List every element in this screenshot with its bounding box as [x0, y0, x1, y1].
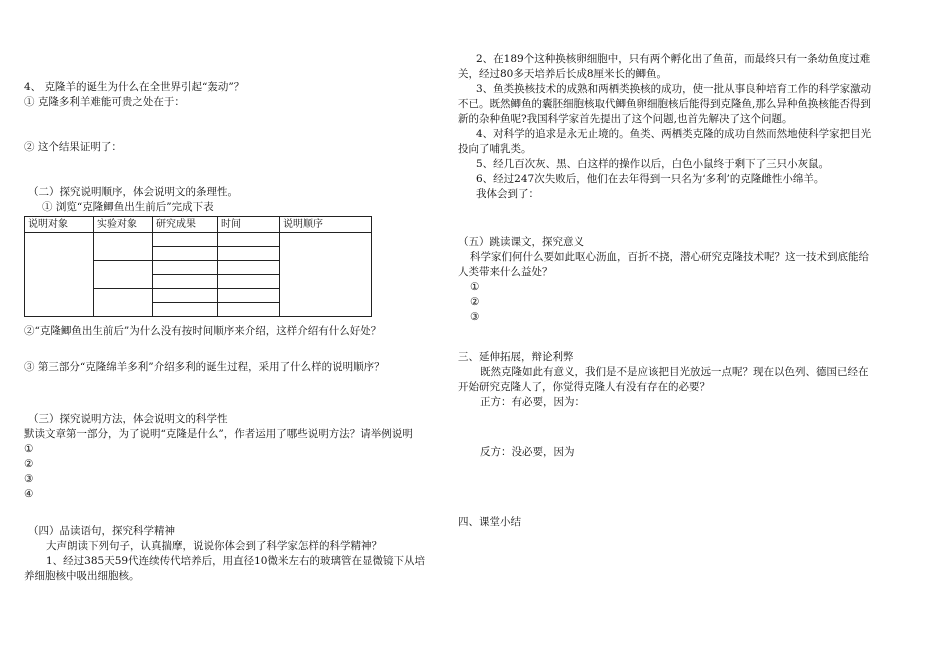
section-4-text: 大声朗读下列句子，认真揣摩，说说你体会到了科学家怎样的科学精神？ — [46, 540, 382, 552]
table-cell[interactable] — [94, 233, 153, 261]
section-3-item: ③ — [24, 473, 34, 485]
table-cell[interactable] — [218, 247, 280, 261]
table-cell[interactable] — [153, 261, 218, 275]
table-cell[interactable] — [153, 275, 218, 289]
section-3-text: 默读文章第一部分，为了说明“克隆是什么”，作者运用了哪些说明方法？请举例说明 — [24, 428, 413, 440]
sentence-6: 6、经过247次失败后，他们在去年得到一只名为‘多利’的克隆雌性小绵羊。 — [476, 173, 825, 185]
section-5-title: （五）跳读课文，探究意义 — [458, 236, 584, 248]
section-3-title: （三）探究说明方法，体会说明文的科学性 — [28, 413, 228, 425]
q4-question-1: ① 克隆多利羊难能可贵之处在于： — [24, 96, 185, 108]
col-header-object: 说明对象 — [25, 217, 94, 233]
left-column — [24, 80, 434, 584]
learned-label: 我体会到了： — [476, 188, 539, 200]
col-header-experiment: 实验对象 — [94, 217, 153, 233]
sequence-table — [24, 216, 372, 317]
col-header-time: 时间 — [218, 217, 280, 233]
q4-question-2: ② 这个结果证明了： — [24, 141, 122, 153]
con-side-label: 反方：没必要，因为 — [480, 446, 575, 458]
table-cell[interactable] — [218, 275, 280, 289]
sentence-2: 2、在189个这种换核卵细胞中，只有两个孵化出了鱼苗，而最终只有一条幼鱼度过难关，经过80多天培养后长成8厘米长的鲫鱼。 — [458, 53, 871, 80]
section-5-item: ③ — [470, 311, 480, 323]
table-cell[interactable] — [280, 233, 372, 317]
table-cell[interactable] — [153, 247, 218, 261]
col-header-result: 研究成果 — [153, 217, 218, 233]
section-extension-text: 既然克隆如此有意义，我们是不是应该把目光放远一点呢？现在以色列、德国已经在开始研究克隆人了，你觉得克隆人有没有存在的必要？ — [458, 366, 869, 393]
table-cell[interactable] — [94, 261, 153, 289]
section-extension-title: 三、延伸拓展，辩论利弊 — [458, 351, 574, 363]
table-cell[interactable] — [25, 233, 94, 317]
section-summary-title: 四、课堂小结 — [458, 516, 521, 528]
section-2-question-2: ②“克隆鲫鱼出生前后”为什么没有按时间顺序来介绍，这样介绍有什么好处？ — [24, 325, 382, 337]
right-column — [458, 52, 878, 530]
section-3-item: ② — [24, 458, 34, 470]
sentence-3: 3、鱼类换核技术的成熟和两栖类换核的成功，使一批从事良种培育工作的科学家激动不已。既然鲫鱼的囊胚细胞核取代鲫鱼卵细胞核后能得到克隆鱼,那么异种鱼换核能否得到新的杂种鱼呢?我国科学家首先提出了这个问题,也首先解决了这个问题。 — [458, 83, 872, 125]
q4-title: 4、 克隆羊的诞生为什么在全世界引起“轰动”？ — [24, 81, 245, 93]
table-cell[interactable] — [94, 289, 153, 317]
section-2-question-3: ③ 第三部分“克隆绵羊多利”介绍多利的诞生过程，采用了什么样的说明顺序？ — [24, 361, 385, 373]
pro-side-label: 正方：有必要，因为： — [480, 396, 585, 408]
table-cell[interactable] — [218, 261, 280, 275]
sentence-4: 4、对科学的追求是永无止境的。鱼类、两栖类克隆的成功自然而然地使科学家把目光投向了哺乳类。 — [458, 128, 872, 155]
table-cell[interactable] — [153, 289, 218, 303]
section-5-text: 科学家们何什么要如此呕心沥血，百折不挠，潜心研究克隆技术呢？这一技术到底能给人类带来什么益处？ — [458, 251, 869, 278]
section-2-task-1: ① 浏览“克隆鲫鱼出生前后”完成下表 — [42, 201, 214, 213]
table-cell[interactable] — [218, 303, 280, 317]
table-cell[interactable] — [218, 233, 280, 247]
section-5-item: ① — [470, 281, 480, 293]
section-4-item-1: 1、经过385天59代连续传代培养后，用直径10微米左右的玻璃管在显微镜下从培养细胞核中吸出细胞核。 — [24, 555, 425, 582]
sentence-5: 5、经几百次灰、黑、白这样的操作以后，白色小鼠终于剩下了三只小灰鼠。 — [476, 158, 830, 170]
col-header-order: 说明顺序 — [280, 217, 372, 233]
table-cell[interactable] — [153, 303, 218, 317]
table-cell[interactable] — [218, 289, 280, 303]
section-3-item: ① — [24, 443, 34, 455]
section-4-title: （四）品读语句，探究科学精神 — [28, 525, 175, 537]
table-cell[interactable] — [153, 233, 218, 247]
section-3-item: ④ — [24, 488, 34, 500]
section-2-title: （二）探究说明顺序，体会说明文的条理性。 — [28, 186, 238, 198]
section-5-item: ② — [470, 296, 480, 308]
